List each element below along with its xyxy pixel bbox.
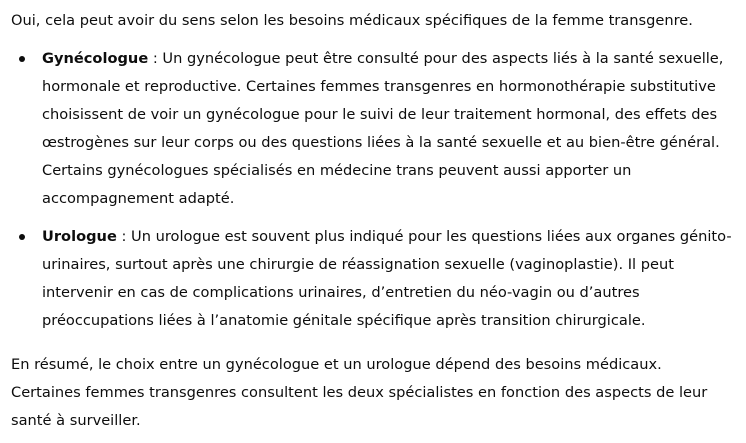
summary-paragraph: En résumé, le choix entre un gynécologue et un urologue dépend des besoins médicaux. Certaines femmes transgenres consultent les deux spécialistes en fonction des aspects de leur santé à surveiller.: [11, 356, 708, 429]
specialist-list: [11, 45, 733, 335]
term-urologue: Urologue: [42, 228, 117, 245]
list-item-urologue: [11, 223, 733, 335]
message-content: [11, 7, 733, 435]
list-item-gynecologue: [11, 45, 733, 213]
bullet-icon: [19, 56, 25, 62]
description-urologue: : Un urologue est souvent plus indiqué pour les questions liées aux organes génito-urinaires, surtout après une chirurgie de réassignation sexuelle (vaginoplastie). Il peut intervenir en cas de complications urinaires, d’entretien du néo-vagin ou d’autres préoccupations liées à l’anatomie génitale spécifique après transition chirurgicale.: [42, 228, 732, 329]
term-gynecologue: Gynécologue: [42, 50, 149, 67]
bullet-icon: [19, 234, 25, 240]
intro-paragraph: Oui, cela peut avoir du sens selon les besoins médicaux spécifiques de la femme transgenre.: [11, 12, 693, 29]
description-gynecologue: : Un gynécologue peut être consulté pour des aspects liés à la santé sexuelle, hormonale et reproductive. Certaines femmes transgenres en hormonothérapie substitutive choisissent de voir un gynécologue pour le suivi de leur traitement hormonal, des effets des œstrogènes sur leur corps ou des questions liées à la santé sexuelle et au bien-être général. Certains gynécologues spécialisés en médecine trans peuvent aussi apporter un accompagnement adapté.: [42, 50, 724, 207]
